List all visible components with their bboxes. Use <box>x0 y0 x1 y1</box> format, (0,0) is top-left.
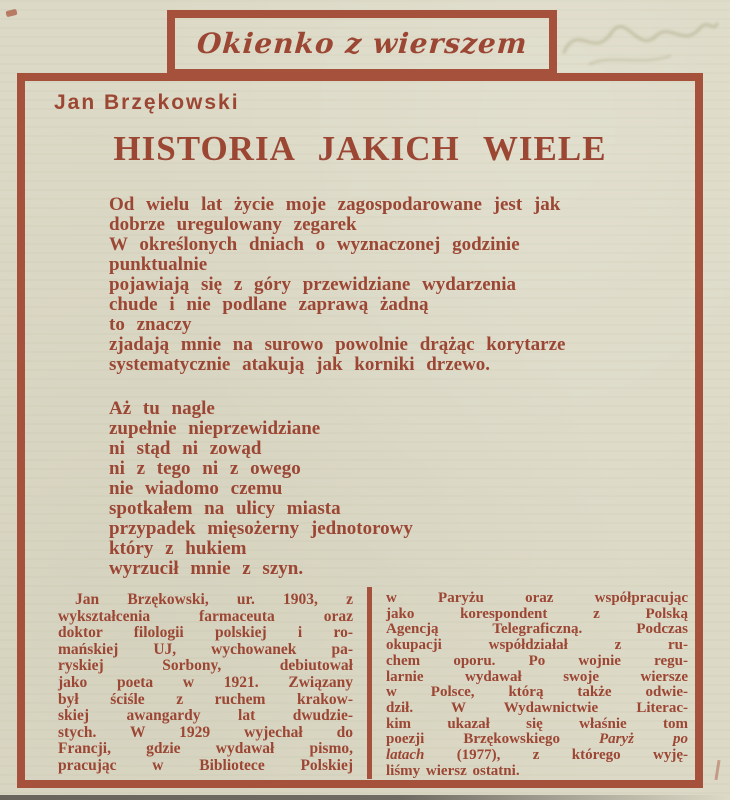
column-divider-rule <box>367 587 372 779</box>
poem-line: wyrzucił mnie z szyn. <box>109 558 304 579</box>
bio-column-left <box>58 592 353 775</box>
bio-line: doktor filologii polskiej i ro- <box>58 624 353 642</box>
poem-line: systematycznie atakują jak korniki drzewo. <box>109 354 491 375</box>
bio-column-right <box>386 591 688 779</box>
poem-line: przypadek mięsożerny jednotorowy <box>109 518 413 539</box>
poem-line: ni stąd ni zowąd <box>109 438 262 459</box>
poem-line: pojawiają się z góry przewidziane wydarzenia <box>109 274 517 295</box>
poem-stanza-1 <box>109 195 565 375</box>
bio-line: ryskiej Sorbony, debiutował <box>58 657 353 675</box>
poem-line: zjadają mnie na surowo powolnie drążąc korytarze <box>109 334 566 355</box>
poem-line: dobrze uregulowany zegarek <box>109 214 357 235</box>
ink-smudge <box>714 760 720 780</box>
poem-line: punktualnie <box>109 254 208 275</box>
bio-line: liśmy wiersz ostatni. <box>386 762 520 779</box>
bio-line: w Paryżu oraz współpracując <box>386 590 688 606</box>
poem-line: nie wiadomo czemu <box>109 478 283 499</box>
bio-line: poezji Brzękowskiego Paryż po <box>386 731 689 748</box>
bio-line: mańskiej UJ, wychowanek pa- <box>58 640 353 658</box>
poem-line: ni z tego ni z owego <box>109 458 301 479</box>
bio-line: dził. W Wydawnictwie Literac- <box>386 699 688 716</box>
bio-line: Agencją Telegraficzną. Podczas <box>386 621 688 638</box>
poem-stanza-2 <box>109 399 565 579</box>
bio-line: wykształcenia farmaceuta oraz <box>58 607 353 625</box>
bleed-through-handwriting <box>560 14 720 69</box>
page-bottom-edge <box>0 795 730 800</box>
bio-line: jako poeta w 1921. Związany <box>58 673 353 691</box>
bio-line: skiej awangardy lat dwudzie- <box>58 707 353 725</box>
bio-line: chem oporu. Po wojnie regu- <box>386 652 688 669</box>
poem-line: który z hukiem <box>109 538 247 559</box>
poem-line: Od wielu lat życie moje zagospodarowane jest jak <box>109 194 561 215</box>
bio-line: Jan Brzękowski, ur. 1903, z <box>75 591 353 608</box>
poem-body <box>109 195 565 579</box>
section-header-box <box>167 10 557 77</box>
author-name: Jan Brzękowski <box>54 91 240 114</box>
bio-line: pracując w Bibliotece Polskiej <box>58 756 353 774</box>
poem-line: zupełnie nieprzewidziane <box>109 418 321 439</box>
bio-line: Francji, gdzie wydawał pismo, <box>58 740 353 758</box>
article-frame <box>17 73 703 788</box>
bio-line: okupacji współdziałał z ru- <box>386 637 688 654</box>
section-title: Okienko z wierszem <box>195 27 529 60</box>
ink-smudge <box>5 9 17 17</box>
poem-line: W określonych dniach o wyznaczonej godzinie <box>109 234 520 255</box>
poem-line: Aż tu nagle <box>109 398 215 419</box>
poem-line: to znaczy <box>109 314 192 335</box>
bio-line: kim ukazał się właśnie tom <box>386 715 688 732</box>
bio-line: w Polsce, którą także odwie- <box>386 684 688 701</box>
bio-line: latach (1977), z którego wyję- <box>386 747 688 764</box>
poem-line: chude i nie podlane zaprawą żadną <box>109 294 429 315</box>
poem-line: spotkałem na ulicy miasta <box>109 498 341 519</box>
bio-line: stych. W 1929 wyjechał do <box>58 723 353 741</box>
poem-title: HISTORIA JAKICH WIELE <box>113 129 607 168</box>
bio-line: jako korespondent z Polską <box>386 605 688 622</box>
bio-line: larnie wydawał swoje wiersze <box>386 668 688 685</box>
bio-line: był ściśle z ruchem krakow- <box>58 690 353 708</box>
